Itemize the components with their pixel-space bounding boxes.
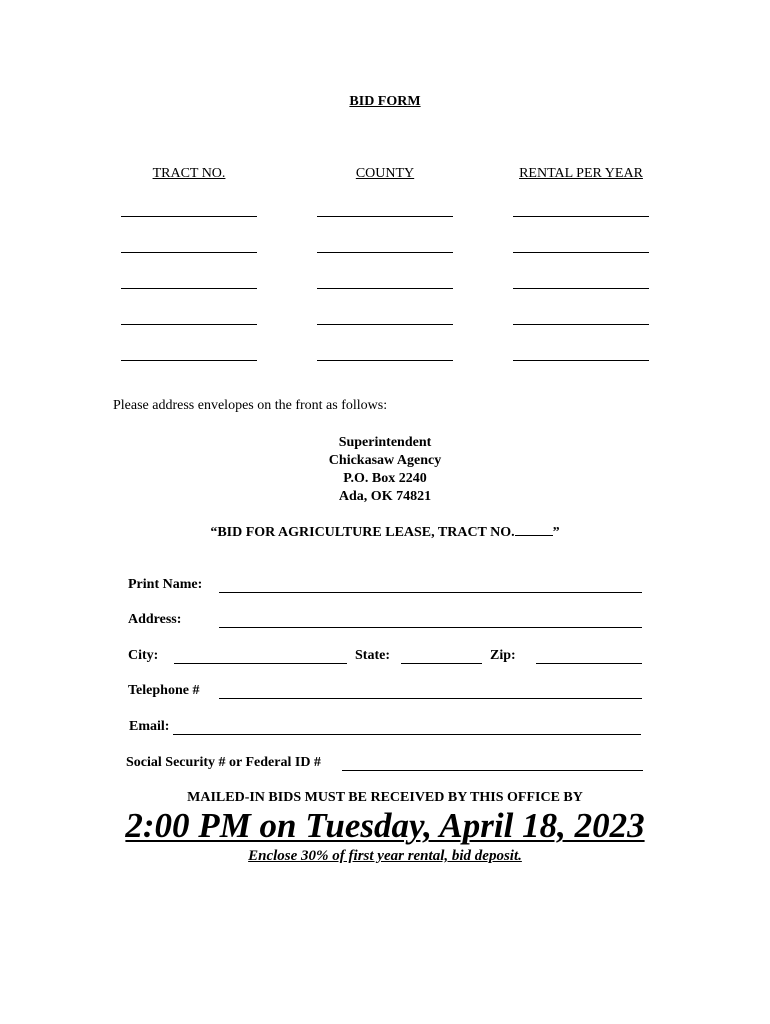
- deposit-note: Enclose 30% of first year rental, bid deposit.: [248, 848, 522, 864]
- county-field[interactable]: [317, 360, 453, 361]
- zip-field[interactable]: [536, 663, 642, 664]
- mailing-address: [0, 434, 770, 506]
- city-label: City:: [128, 648, 159, 663]
- rental-field[interactable]: [513, 288, 649, 289]
- print-name-field[interactable]: [219, 592, 642, 593]
- state-label: State:: [355, 648, 390, 663]
- envelope-label-text: “BID FOR AGRICULTURE LEASE, TRACT NO. ”: [210, 525, 560, 540]
- address-label: Address:: [128, 612, 182, 627]
- ssn-label: Social Security # or Federal ID #: [126, 755, 321, 770]
- tract-no-field[interactable]: [121, 252, 257, 253]
- tract-no-field[interactable]: [121, 216, 257, 217]
- rental-field[interactable]: [513, 360, 649, 361]
- county-field[interactable]: [317, 324, 453, 325]
- tract-no-field[interactable]: [121, 288, 257, 289]
- deadline-date: 2:00 PM on Tuesday, April 18, 2023: [125, 806, 645, 845]
- envelope-tract-no-field[interactable]: [515, 523, 553, 536]
- address-line: Chickasaw Agency: [328, 453, 442, 468]
- zip-label: Zip:: [490, 648, 516, 663]
- print-name-label: Print Name:: [128, 577, 203, 592]
- envelope-instruction: Please address envelopes on the front as follows:: [113, 398, 388, 413]
- telephone-label: Telephone #: [128, 683, 200, 698]
- rental-field[interactable]: [513, 252, 649, 253]
- ssn-field[interactable]: [342, 770, 643, 771]
- email-label: Email:: [129, 719, 170, 734]
- telephone-field[interactable]: [219, 698, 642, 699]
- address-line: P.O. Box 2240: [343, 471, 427, 486]
- rental-field[interactable]: [513, 216, 649, 217]
- state-field[interactable]: [401, 663, 482, 664]
- county-field[interactable]: [317, 288, 453, 289]
- address-line: Ada, OK 74821: [338, 489, 432, 504]
- column-header-rental-per-year: RENTAL PER YEAR: [519, 166, 643, 181]
- address-line: Superintendent: [338, 435, 432, 450]
- column-header-tract-no: TRACT NO.: [152, 166, 226, 181]
- deadline-heading: MAILED-IN BIDS MUST BE RECEIVED BY THIS OFFICE BY: [187, 790, 583, 805]
- tract-no-field[interactable]: [121, 360, 257, 361]
- email-field[interactable]: [173, 734, 641, 735]
- address-field[interactable]: [219, 627, 642, 628]
- city-field[interactable]: [174, 663, 347, 664]
- column-header-county: COUNTY: [355, 166, 415, 181]
- tract-no-field[interactable]: [121, 324, 257, 325]
- county-field[interactable]: [317, 252, 453, 253]
- rental-field[interactable]: [513, 324, 649, 325]
- county-field[interactable]: [317, 216, 453, 217]
- form-title: BID FORM: [349, 94, 421, 109]
